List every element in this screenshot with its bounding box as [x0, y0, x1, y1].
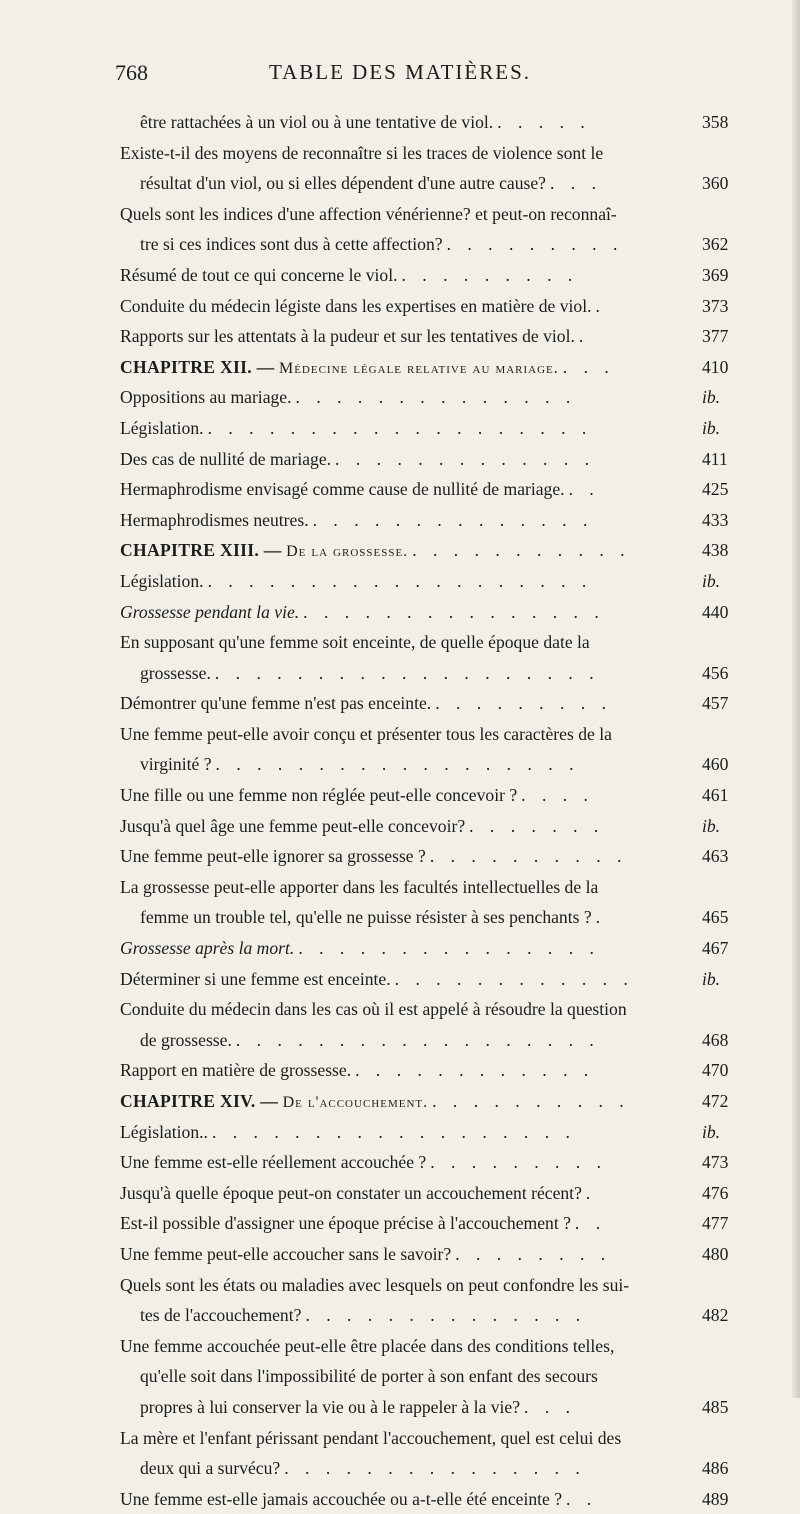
entry-text: Une femme est-elle jamais accouchée ou a-t-elle été enceinte ? [120, 1488, 563, 1509]
entry-text: Une femme peut-elle avoir conçu et présenter tous les caractères de la [120, 723, 612, 744]
page-reference: 472 [702, 1091, 729, 1111]
entry-text: Une fille ou une femme non réglée peut-elle concevoir ? [120, 785, 518, 806]
page-reference: 477 [702, 1213, 729, 1234]
leader-dots: . . . . . . . . . . . . . . . . . . . [214, 662, 600, 683]
page-reference: ib. [702, 570, 721, 591]
leader-dots: . . . . . . . . . [430, 1152, 608, 1173]
entry-text: Législation. [120, 570, 204, 591]
chapter-heading [120, 535, 408, 568]
page-reference: 362 [702, 234, 729, 255]
toc-entry [120, 1423, 720, 1454]
toc-entry [120, 566, 720, 597]
page-edge [792, 0, 800, 1398]
toc-entry [120, 291, 729, 322]
toc-entry [120, 1178, 729, 1209]
chapter-heading [120, 352, 559, 385]
toc-entry [120, 321, 729, 352]
leader-dots: . . . . . . . . . . . . . . . [303, 601, 605, 622]
entry-text: Est-il possible d'assigner une époque précise à l'accouchement ? [120, 1213, 571, 1234]
entry-text: tes de l'accouchement? [140, 1305, 302, 1326]
entry-text: Législation. [120, 417, 204, 438]
toc-entry [120, 1055, 729, 1086]
page-reference: 489 [702, 1488, 729, 1509]
toc-entry [120, 199, 720, 230]
toc-entry [120, 413, 720, 444]
toc-entry [120, 352, 729, 383]
toc-entry [120, 1453, 729, 1484]
entry-text: Hermaphrodisme envisagé comme cause de nullité de mariage. [120, 479, 565, 500]
page-reference: 473 [702, 1152, 729, 1173]
entry-text: Existe-t-il des moyens de reconnaître si les traces de violence sont le [120, 142, 604, 163]
entry-text: Résumé de tout ce qui concerne le viol. [120, 264, 398, 285]
leader-dots: . . . . . . . . . [401, 264, 579, 285]
entry-text: Jusqu'à quelle époque peut-on constater un accouchement récent? [120, 1182, 582, 1203]
leader-dots: . . . . . . . . . . . [412, 540, 631, 561]
toc-entry [120, 811, 720, 842]
entry-text: Une femme est-elle réellement accouchée ? [120, 1152, 427, 1173]
leader-dots: . . . . . . . . . . [429, 846, 628, 867]
page-reference: ib. [702, 387, 721, 408]
entry-text: Conduite du médecin légiste dans les expertises en matière de viol. [120, 295, 592, 316]
leader-dots: . . . [562, 356, 615, 377]
toc-entry [120, 1208, 729, 1239]
leader-dots: . . . . . . . . . . . . [394, 968, 634, 989]
leader-dots: . . . . . . . . . . . . . . . . . . . [207, 570, 593, 591]
toc-entry [120, 1300, 729, 1331]
leader-dots: . . [574, 1213, 607, 1234]
toc-entry [120, 168, 729, 199]
page-reference: 377 [702, 326, 729, 347]
page-header [0, 60, 800, 100]
entry-text: Conduite du médecin dans les cas où il est appelé à résoudre la question [120, 999, 627, 1020]
page-reference: 482 [702, 1305, 729, 1326]
page-reference: 461 [702, 785, 729, 806]
entry-text: Quels sont les indices d'une affection vénérienne? et peut-on reconnaî- [120, 203, 617, 224]
toc-entry [120, 474, 729, 505]
toc-entry [120, 1484, 729, 1514]
toc-entry [120, 1086, 729, 1117]
entry-text: deux qui a survécu? [140, 1458, 281, 1479]
toc-entry [120, 1239, 729, 1270]
page-reference: ib. [702, 417, 721, 438]
entry-text: Jusqu'à quel âge une femme peut-elle concevoir? [120, 815, 466, 836]
toc-entry [120, 902, 729, 933]
page-reference: 460 [702, 754, 729, 775]
page-reference: 480 [702, 1243, 729, 1264]
toc-entry [120, 1392, 729, 1423]
page-reference: ib. [702, 968, 721, 989]
leader-dots: . . [568, 479, 600, 500]
entry-text: Démontrer qu'une femme n'est pas enceinte. [120, 693, 432, 714]
entry-text: femme un trouble tel, qu'elle ne puisse résister à ses penchants ? [140, 907, 592, 928]
entry-text: résultat d'un viol, ou si elles dépendent d'une autre cause? [140, 173, 546, 194]
entry-text: Rapports sur les attentats à la pudeur et sur les tentatives de viol. [120, 326, 575, 347]
toc-entry [120, 260, 729, 291]
entry-text: Grossesse après la mort. [120, 938, 295, 959]
toc-entry [120, 780, 729, 811]
running-title: TABLE DES MATIÈRES. [268, 60, 532, 84]
toc-entry [120, 1331, 720, 1362]
entry-text: La grossesse peut-elle apporter dans les facultés intellectuelles de la [120, 876, 599, 897]
entry-text: En supposant qu'une femme soit enceinte, de quelle époque date la [120, 632, 590, 653]
leader-dots: . . . [549, 173, 602, 194]
page-number: 768 [115, 60, 148, 85]
toc-entry [120, 107, 729, 138]
chapter-number: CHAPITRE XII. — [120, 356, 275, 377]
chapter-title: De l'accouchement. [282, 1094, 429, 1111]
page-reference: 476 [702, 1182, 729, 1203]
entry-text: Hermaphrodismes neutres. [120, 509, 309, 530]
entry-text: Oppositions au mariage. [120, 387, 292, 408]
leader-dots: . . . . . . . . . . [432, 1091, 630, 1111]
page-reference: 486 [702, 1458, 729, 1479]
toc-entry [120, 964, 720, 995]
page-reference: 411 [702, 448, 728, 469]
toc-entry [120, 535, 729, 566]
entry-text: tre si ces indices sont dus à cette affection? [140, 234, 443, 255]
page-reference: 467 [702, 938, 729, 959]
leader-dots: . . . . . . . . . . . . . . . . . . [215, 754, 580, 775]
toc-entry [120, 597, 729, 628]
toc-entry [120, 1270, 720, 1301]
leader-dots: . . . . . . . . . [446, 234, 624, 255]
leader-dots: . . [566, 1488, 598, 1509]
toc-entry [120, 229, 729, 260]
entry-text: Législation.. [120, 1121, 208, 1142]
entry-text: qu'elle soit dans l'impossibilité de porter à son enfant des secours [140, 1366, 598, 1387]
page-reference: 457 [702, 693, 729, 714]
chapter-title: De la grossesse. [286, 543, 409, 561]
leader-dots: . [595, 295, 606, 316]
toc-entry [120, 994, 720, 1025]
page-reference: 456 [702, 662, 729, 683]
page-reference: 465 [702, 907, 729, 928]
page-reference: 438 [702, 540, 729, 561]
leader-dots: . . . . . . . . . . . . . . . . . . [235, 1029, 600, 1050]
leader-dots: . . . [524, 1396, 577, 1417]
leader-dots: . . . . . . . . . . . . . . . . . . [211, 1121, 576, 1142]
toc-entry [120, 1361, 720, 1392]
toc-entry [120, 382, 720, 413]
page-reference: 360 [702, 173, 729, 194]
entry-text: Grossesse pendant la vie. [120, 601, 300, 622]
page-reference: 425 [702, 479, 729, 500]
toc-entry [120, 749, 729, 780]
toc-entry [120, 933, 729, 964]
page-reference: 463 [702, 846, 729, 867]
leader-dots: . . . . . . . . . . . . . . . [298, 938, 600, 959]
leader-dots: . [578, 326, 590, 347]
leader-dots: . . . . . [497, 112, 591, 132]
leader-dots: . . . . . . . . [455, 1243, 612, 1264]
toc-entry [120, 841, 729, 872]
page-reference: ib. [702, 1121, 721, 1142]
entry-text: Des cas de nullité de mariage. [120, 448, 332, 469]
toc-entry [120, 505, 729, 536]
page-reference: 485 [702, 1396, 729, 1417]
toc-entry [120, 719, 720, 750]
page-reference: ib. [702, 815, 721, 836]
leader-dots: . . . . [521, 785, 594, 806]
leader-dots: . . . . . . . . . . . . . . [305, 1305, 587, 1326]
leader-dots: . . . . . . . . . . . . . . [312, 509, 594, 530]
toc-entry [120, 627, 720, 658]
entry-text: propres à lui conserver la vie ou à le rappeler à la vie? [140, 1396, 521, 1417]
entry-text: Une femme peut-elle ignorer sa grossesse ? [120, 846, 426, 867]
leader-dots: . . . . . . . [469, 815, 605, 836]
page-reference: 373 [702, 295, 729, 316]
toc-entry [120, 138, 720, 169]
entry-text: Une femme peut-elle accoucher sans le savoir? [120, 1243, 452, 1264]
table-of-contents [120, 107, 729, 1514]
page-reference: 468 [702, 1029, 729, 1050]
chapter-number: CHAPITRE XIII. — [120, 540, 282, 561]
entry-text: Déterminer si une femme est enceinte. [120, 968, 391, 989]
page-reference: 410 [702, 356, 729, 377]
leader-dots: . . . . . . . . . . . . . . [295, 387, 577, 408]
toc-entry [120, 872, 720, 903]
entry-text: Quels sont les états ou maladies avec lesquels on peut confondre les sui- [120, 1274, 630, 1295]
entry-text: Une femme accouchée peut-elle être placée dans des conditions telles, [120, 1335, 615, 1356]
chapter-number: CHAPITRE XIV. — [120, 1091, 279, 1111]
toc-entry [120, 688, 729, 719]
page-reference: 440 [702, 601, 729, 622]
entry-text: virginité ? [140, 754, 212, 775]
entry-text: être rattachées à un viol ou à une tentative de viol. [140, 112, 494, 132]
leader-dots: . . . . . . . . . . . . [355, 1060, 595, 1081]
toc-entry [120, 658, 729, 689]
chapter-title: Médecine légale relative au mariage. [278, 359, 559, 377]
page-reference: 470 [702, 1060, 729, 1081]
leader-dots: . [585, 1182, 597, 1203]
leader-dots: . . . . . . . . . [435, 693, 612, 714]
page-reference: 369 [702, 264, 729, 285]
toc-entry [120, 1025, 729, 1056]
entry-text: La mère et l'enfant périssant pendant l'accouchement, quel est celui des [120, 1427, 622, 1448]
toc-entry [120, 1117, 720, 1148]
page-reference: 433 [702, 509, 729, 530]
toc-entry [120, 444, 728, 475]
entry-text: de grossesse. [140, 1029, 232, 1050]
chapter-heading [120, 1086, 428, 1119]
entry-text: Rapport en matière de grossesse. [120, 1060, 352, 1081]
toc-entry [120, 1147, 729, 1178]
leader-dots: . . . . . . . . . . . . . . . [284, 1458, 586, 1479]
entry-text: grossesse. [140, 662, 211, 683]
leader-dots: . . . . . . . . . . . . . [335, 448, 596, 469]
page-reference: 358 [702, 112, 729, 132]
leader-dots: . [595, 907, 607, 928]
leader-dots: . . . . . . . . . . . . . . . . . . . [207, 417, 593, 438]
